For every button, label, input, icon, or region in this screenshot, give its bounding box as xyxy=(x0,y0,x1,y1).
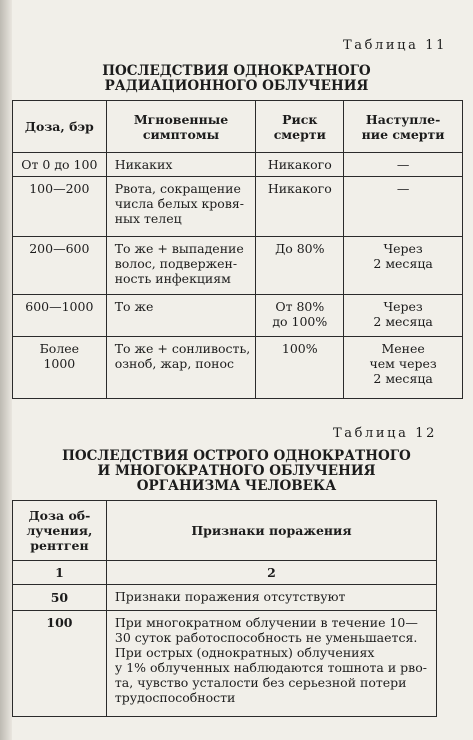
header-immediate-symptoms: Мгновенные симптомы xyxy=(106,101,256,153)
table-11-header-row xyxy=(13,101,463,153)
cell-risk: До 80% xyxy=(256,237,344,295)
table-11-title-line-1: ПОСЛЕДСТВИЯ ОДНОКРАТНОГО xyxy=(102,63,371,79)
table-12-label: Таблица 12 xyxy=(333,426,437,441)
header-death-onset: Наступле- ние смерти xyxy=(344,101,463,153)
table-12-title-line-2: И МНОГОКРАТНОГО ОБЛУЧЕНИЯ xyxy=(97,463,376,479)
cell-risk: 100% xyxy=(256,337,344,399)
cell-symptoms: Никаких xyxy=(106,153,256,177)
table-12-title-line-3: ОРГАНИЗМА ЧЕЛОВЕКА xyxy=(136,478,337,494)
cell-symptoms: Рвота, сокращение числа белых кровя- ных телец xyxy=(106,177,256,237)
cell-dose: 100—200 xyxy=(13,177,107,237)
cell-onset: — xyxy=(344,177,463,237)
cell-dose: 600—1000 xyxy=(13,295,107,337)
cell-signs: При многократном облучении в течение 10— 30 суток работоспособность не уменьшается. При острых (однократных) облучениях у 1% облученных наблюдаются тошнота и рво- та, чувство усталости без серьезной потери трудоспособности xyxy=(106,611,436,717)
cell-dose: 100 xyxy=(13,611,107,717)
cell-onset: Через 2 месяца xyxy=(344,295,463,337)
cell-dose: 200—600 xyxy=(13,237,107,295)
table-11 xyxy=(12,100,463,399)
table-row xyxy=(13,153,463,177)
header-death-risk: Риск смерти xyxy=(256,101,344,153)
column-number-1: 1 xyxy=(13,561,107,585)
table-11-title xyxy=(0,64,473,94)
header-dose: Доза, бэр xyxy=(13,101,107,153)
table-12-number-row xyxy=(13,561,437,585)
cell-risk: От 80% до 100% xyxy=(256,295,344,337)
cell-symptoms: То же + сонливость, озноб, жар, понос xyxy=(106,337,256,399)
header-damage-signs: Признаки поражения xyxy=(106,501,436,561)
cell-risk: Никакого xyxy=(256,177,344,237)
cell-risk: Никакого xyxy=(256,153,344,177)
table-12-title-line-1: ПОСЛЕДСТВИЯ ОСТРОГО ОДНОКРАТНОГО xyxy=(62,448,411,464)
table-row xyxy=(13,177,463,237)
table-row xyxy=(13,237,463,295)
table-row xyxy=(13,295,463,337)
cell-onset: Менее чем через 2 месяца xyxy=(344,337,463,399)
table-12-header-row xyxy=(13,501,437,561)
page-edge-shadow xyxy=(0,0,12,740)
cell-onset: Через 2 месяца xyxy=(344,237,463,295)
cell-dose: 50 xyxy=(13,585,107,611)
cell-symptoms: То же + выпадение волос, подвержен- ность инфекциям xyxy=(106,237,256,295)
cell-symptoms: То же xyxy=(106,295,256,337)
table-12 xyxy=(12,500,437,717)
table-row xyxy=(13,611,437,717)
column-number-2: 2 xyxy=(106,561,436,585)
cell-signs: Признаки поражения отсутствуют xyxy=(106,585,436,611)
table-11-title-line-2: РАДИАЦИОННОГО ОБЛУЧЕНИЯ xyxy=(104,78,369,94)
table-12-title xyxy=(0,449,473,494)
cell-dose: От 0 до 100 xyxy=(13,153,107,177)
cell-dose: Более 1000 xyxy=(13,337,107,399)
header-dose-roentgen: Доза об- лучения, рентген xyxy=(13,501,107,561)
table-row xyxy=(13,337,463,399)
table-11-label: Таблица 11 xyxy=(343,38,447,53)
cell-onset: — xyxy=(344,153,463,177)
table-row xyxy=(13,585,437,611)
